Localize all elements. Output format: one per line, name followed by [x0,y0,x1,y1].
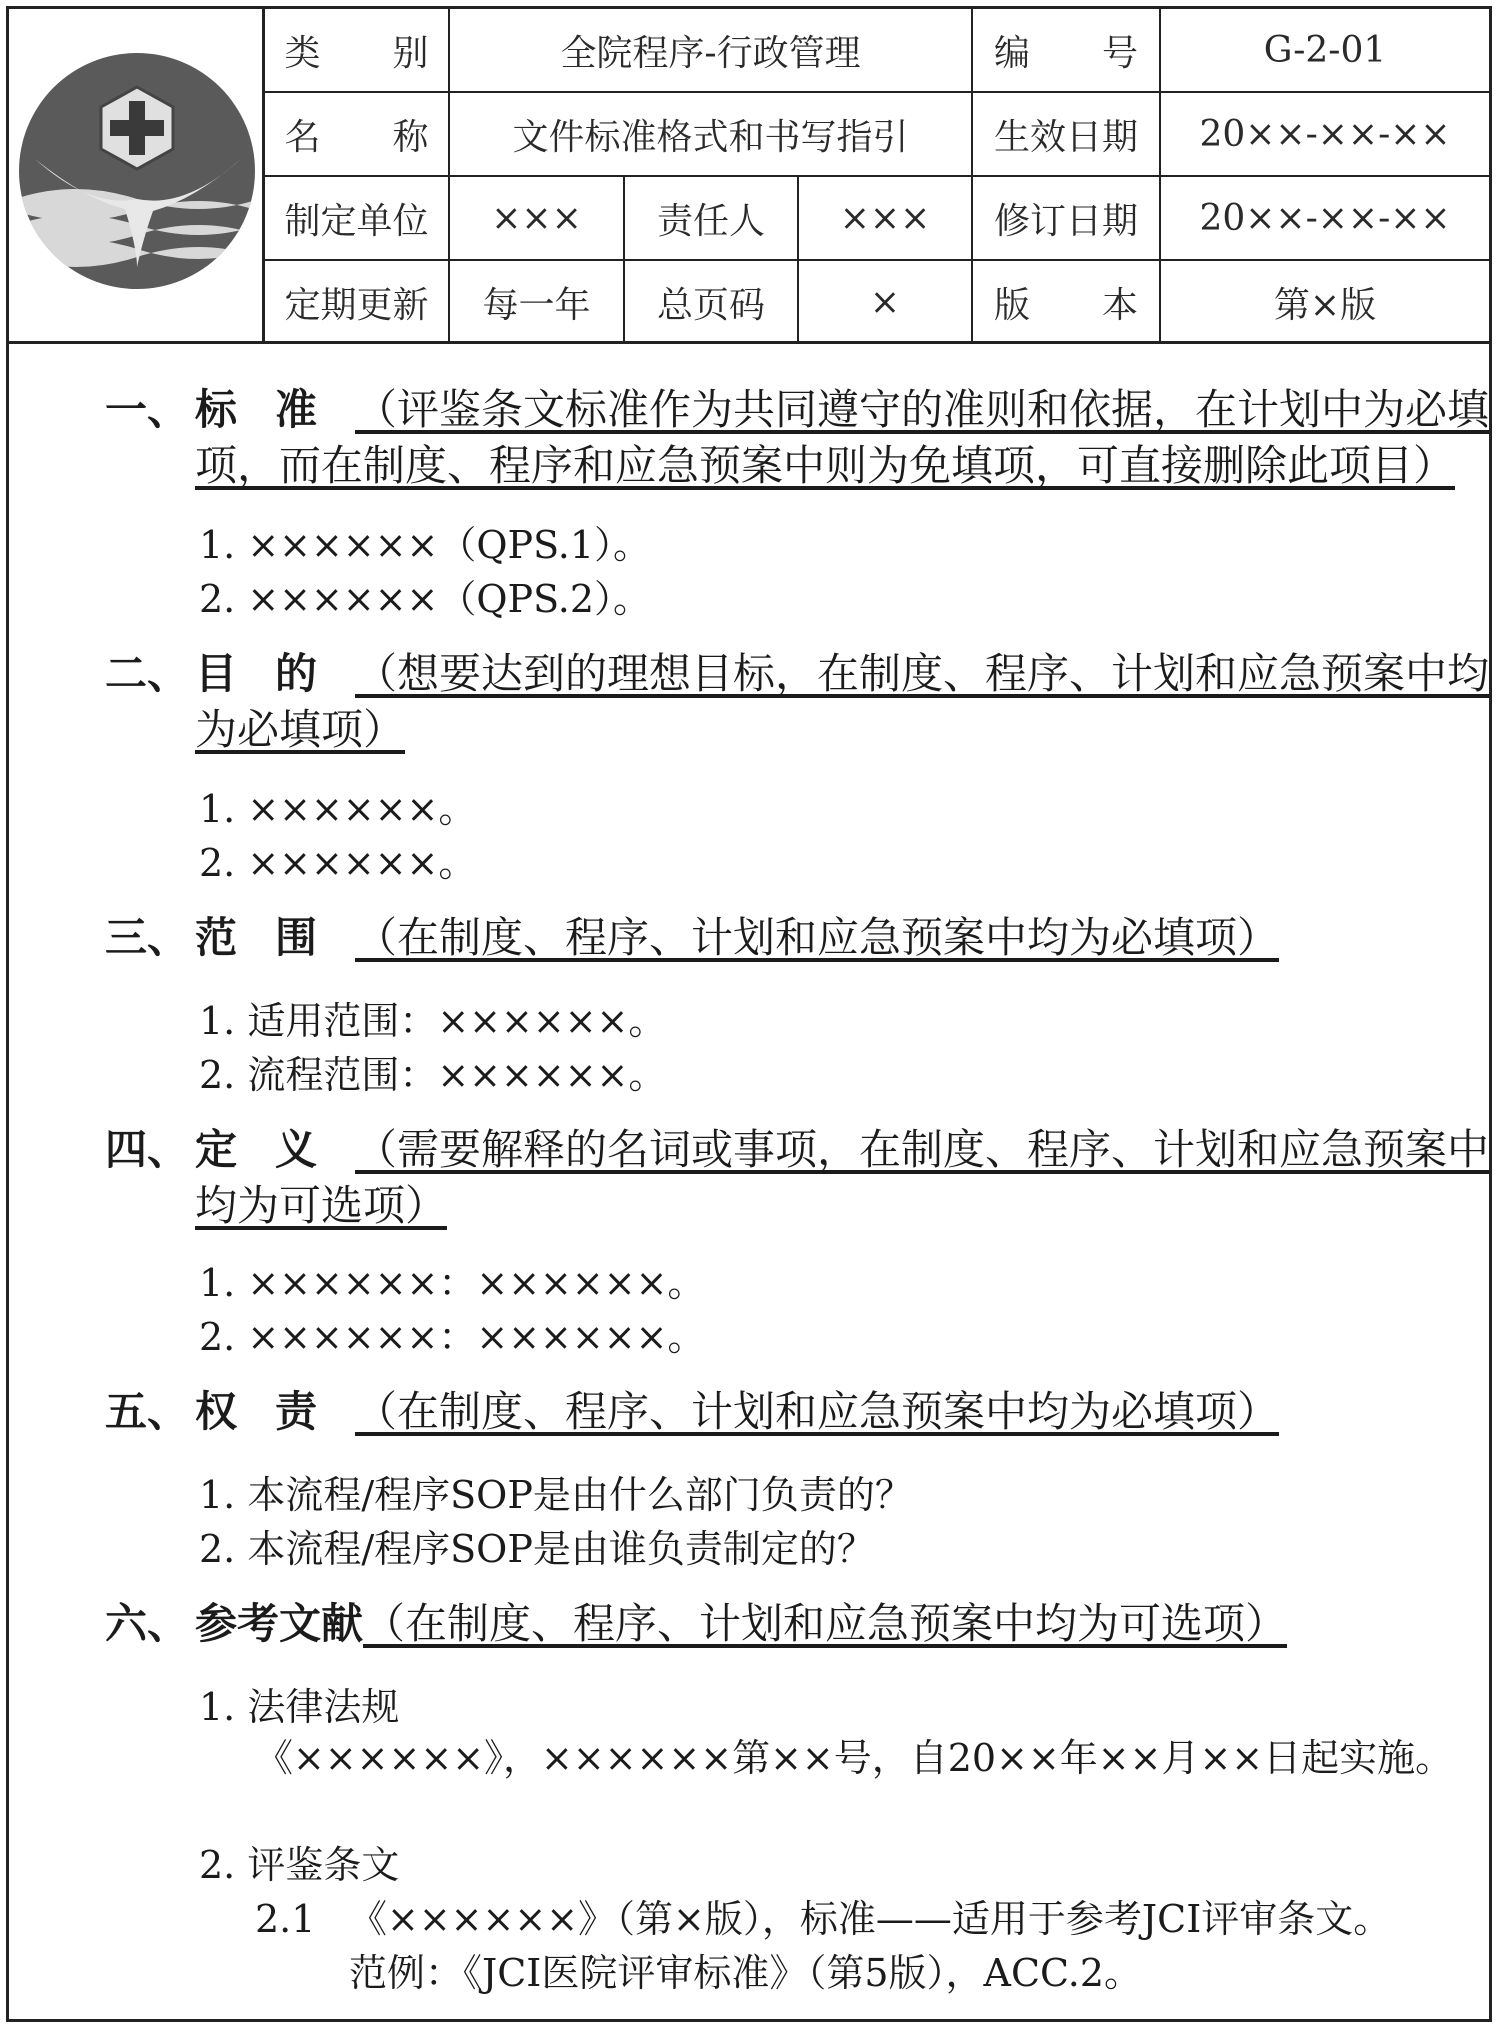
list-item: 1. 法律法规 [199,1685,400,1729]
label-update-cycle: 定期更新 [265,260,449,343]
section-number: 六、 [105,1599,190,1648]
section-note: （在制度、程序、计划和应急预案中均为必填项） [355,913,1280,962]
hospital-logo [9,9,265,341]
value-version: 第×版 [1273,284,1377,326]
list-item: 2. 评鉴条文 [199,1843,400,1887]
info-row [265,176,1489,260]
section-note: （在制度、程序、计划和应急预案中均为必填项） [355,1387,1280,1436]
info-row [265,92,1489,176]
section-scope [105,910,1495,966]
section-responsibility [105,1384,1495,1440]
document-header [9,9,1489,344]
info-row [265,260,1489,343]
info-row [265,9,1489,92]
list-item: 2. 本流程/程序SOP是由谁负责制定的？ [199,1527,875,1571]
section-title: 目的 [195,649,356,698]
section-title: 权责 [195,1387,356,1436]
list-item: 1. ××××××：××××××。 [199,1261,706,1305]
section-note: （在制度、程序、计划和应急预案中均为可选项） [363,1599,1288,1648]
section-title: 范围 [195,913,356,962]
list-item: 2. ××××××：××××××。 [199,1315,706,1359]
label-code: 编 号 [972,9,1160,92]
value-update-cycle: 每一年 [449,260,624,343]
section-number: 一、 [105,385,190,434]
list-item: 1. 本流程/程序SOP是由什么部门负责的？ [199,1473,913,1517]
label-name: 名 称 [265,92,449,176]
section-standard [105,382,1495,494]
list-item: 2. 流程范围：××××××。 [199,1053,667,1097]
list-item: 2. ××××××（QPS.2）。 [199,577,652,621]
label-revision-date: 修订日期 [972,176,1160,260]
section-references [105,1596,1495,1652]
value-effective-date: 20××-××-×× [1160,92,1489,176]
label-version: 版 本 [972,260,1160,343]
section-number: 二、 [105,649,190,698]
list-item: 2. ××××××。 [199,841,477,885]
sub-item-text: 《××××××》（第×版），标准——适用于参考JCI评审条文。 [349,1897,1392,1941]
list-item: 1. ××××××。 [199,787,477,831]
section-number: 四、 [105,1125,190,1174]
section-note: （评鉴条文标准作为共同遵守的准则和依据，在计划中为必填项，而在制度、程序和应急预案中则为免填项，可直接删除此项目） [195,385,1490,490]
value-revision-date: 20××-××-×× [1160,176,1489,260]
value-name: 文件标准格式和书写指引 [449,92,972,176]
label-category: 类 别 [265,9,449,92]
sub-item-number: 2.1 [255,1897,316,1941]
document-info-table [265,9,1489,343]
law-reference-text: 《××××××》，××××××第××号，自20××年××月××日起实施。 [255,1736,1454,1780]
section-note: （想要达到的理想目标，在制度、程序、计划和应急预案中均为必填项） [195,649,1490,754]
value-category: 全院程序-行政管理 [449,9,972,92]
label-total-pages: 总页码 [624,260,798,343]
label-department: 制定单位 [265,176,449,260]
label-responsible: 责任人 [624,176,798,260]
value-total-pages: × [798,260,972,343]
section-definition [105,1122,1495,1234]
section-title: 标准 [195,385,356,434]
section-title: 参考文献 [195,1599,364,1648]
section-note: （需要解释的名词或事项，在制度、程序、计划和应急预案中均为可选项） [195,1125,1490,1230]
section-purpose [105,646,1495,758]
value-department: ××× [449,176,624,260]
hospital-logo-icon [15,49,259,293]
document-frame [6,6,1492,2022]
value-code: G-2-01 [1160,9,1489,92]
section-number: 三、 [105,913,190,962]
value-responsible: ××× [798,176,972,260]
list-item: 1. 适用范围：××××××。 [199,999,667,1043]
list-item: 1. ××××××（QPS.1）。 [199,523,652,567]
section-title: 定义 [195,1125,356,1174]
label-effective-date: 生效日期 [972,92,1160,176]
section-number: 五、 [105,1387,190,1436]
example-text: 范例：《JCI医院评审标准》（第5版），ACC.2。 [349,1951,1142,1995]
